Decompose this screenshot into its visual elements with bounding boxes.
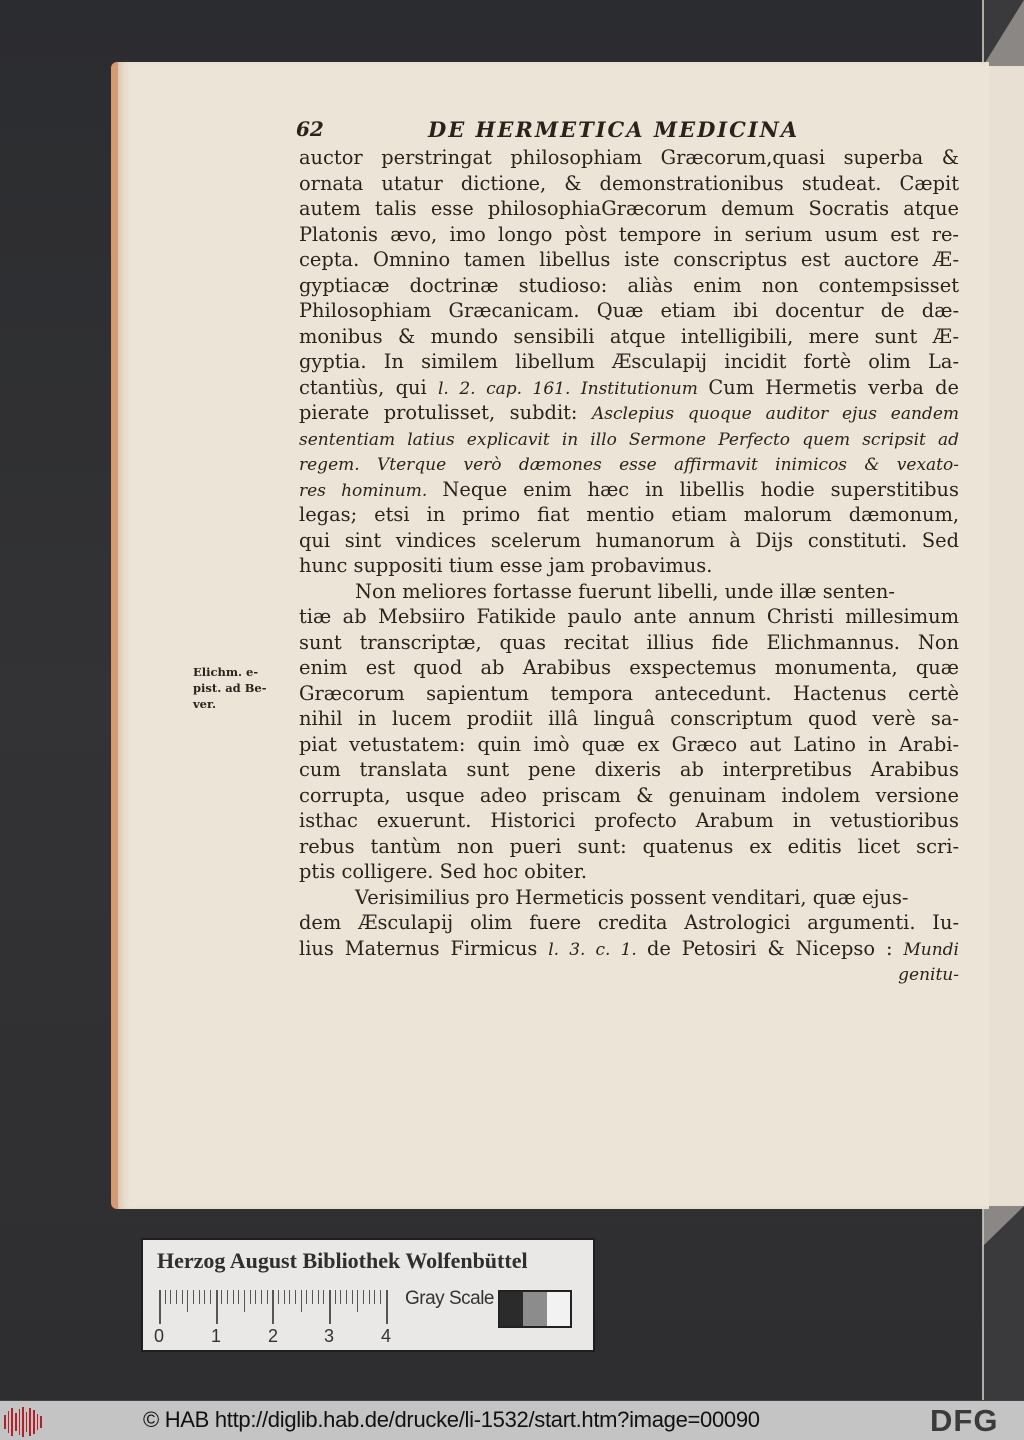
text-run: cum translata sunt pene dixeris ab interpretibus Arabibus [299, 758, 959, 781]
ruler-tick [284, 1290, 285, 1304]
ruler-tick [369, 1290, 370, 1304]
text-line [299, 298, 959, 324]
ruler-tick [312, 1290, 313, 1304]
ruler-tick [170, 1290, 171, 1304]
text-run: Platonis ævo, imo longo pòst tempore in serium usum est re- [299, 222, 959, 246]
ruler-tick [255, 1290, 256, 1304]
ruler-number: 2 [267, 1326, 279, 1346]
ruler-number: 4 [380, 1326, 392, 1346]
text-run: Philosophiam Græcanicam. Quæ etiam ibi docentur de dæ- [299, 299, 959, 322]
italic-citation: res hominum. [299, 480, 443, 501]
ruler-tick [204, 1290, 205, 1304]
text-run: gyptiacæ doctrinæ studioso: aliàs enim non contempsisset [299, 273, 959, 297]
ruler-tick [278, 1290, 279, 1304]
text-line [299, 732, 959, 758]
ruler-tick [238, 1290, 239, 1304]
text-line [299, 885, 959, 911]
ruler-tick [323, 1290, 324, 1304]
italic-citation: l. 3. c. 1. [548, 939, 647, 960]
ruler-tick [346, 1290, 347, 1304]
text-run: dem Æsculapij olim fuere credita Astrologici argumenti. Iu- [299, 911, 959, 934]
text-line [299, 145, 959, 171]
text-run: de Petosiri & Nicepso : [646, 936, 904, 960]
marginal-note-line: Elichm. e- [193, 665, 259, 679]
ruler-tick [295, 1290, 296, 1304]
gray-swatch-dark [500, 1292, 523, 1326]
text-line [299, 630, 959, 656]
italic-citation: Mundi [903, 939, 959, 960]
text-line [299, 936, 959, 962]
text-run: sunt transcriptæ, quas recitat illius fide Elichmannus. Non [299, 630, 959, 654]
text-run: enim est quod ab Arabibus exspectemus monumenta, quæ [299, 656, 959, 679]
text-line [299, 171, 959, 197]
text-run: legas; etsi in primo fiat mentio etiam malorum dæmonum, [299, 503, 959, 526]
text-line [299, 859, 959, 885]
ruler-tick [193, 1290, 194, 1304]
text-run: Græcorum sapientum tempora antecedunt. Hactenus certè [299, 681, 959, 705]
text-run: isthac exuerunt. Historici profecto Arabum in vetustioribus [299, 809, 959, 832]
gray-swatch-mid [523, 1292, 546, 1326]
text-run: Verisimilius pro Hermeticis possent venditari, quæ ejus- [355, 885, 909, 909]
page-header [296, 117, 956, 147]
ruler-tick [182, 1290, 183, 1304]
ruler-tick [329, 1290, 331, 1324]
text-run: cepta. Omnino tamen libellus iste conscriptus est auctore Æ- [299, 248, 959, 271]
ruler-number: 0 [153, 1326, 165, 1346]
ruler-tick [318, 1290, 319, 1304]
text-line [299, 273, 959, 299]
ruler-tick [165, 1290, 166, 1304]
gray-scale-label: Gray Scale [405, 1288, 494, 1309]
text-line [299, 451, 959, 477]
italic-citation: l. 2. cap. 161. Institutionum [437, 378, 709, 399]
text-line [299, 681, 959, 707]
ruler-numbers [151, 1326, 411, 1346]
ruler-scale [159, 1290, 389, 1330]
ruler-number: 1 [210, 1326, 222, 1346]
text-line [299, 349, 959, 375]
italic-citation: genitu- [898, 965, 959, 985]
text-line [299, 477, 959, 503]
text-line [299, 910, 959, 936]
ruler-number: 3 [323, 1326, 335, 1346]
italic-citation: Asclepius quoque auditor ejus eandem [592, 404, 959, 424]
text-line [299, 961, 959, 987]
text-line [299, 553, 959, 579]
dfg-logo: DFG [930, 1403, 999, 1438]
gray-swatch-light [547, 1292, 570, 1326]
text-line [299, 426, 959, 452]
institution-name: Herzog August Bibliothek Wolfenbüttel [157, 1248, 528, 1273]
ruler-tick [227, 1290, 228, 1304]
text-line [299, 783, 959, 809]
text-run: qui sint vindices scelerum humanorum à Dijs constituti. Sed [299, 528, 959, 552]
text-line [299, 222, 959, 248]
text-run: nihil in lucem prodiit illâ linguâ conscriptum quod verè sa- [299, 707, 959, 730]
ruler-tick [363, 1290, 364, 1304]
body-text [299, 145, 959, 987]
text-run: autem talis esse philosophiaGræcorum demum Socratis atque [299, 197, 959, 220]
ruler-tick [210, 1290, 211, 1304]
text-line [299, 655, 959, 681]
ruler-tick [250, 1290, 251, 1304]
text-line [299, 808, 959, 834]
text-run: Non meliores fortasse fuerunt libelli, unde illæ senten- [355, 579, 895, 603]
text-line [299, 247, 959, 273]
ruler-tick [306, 1290, 307, 1304]
marginal-note [193, 664, 273, 712]
text-run: auctor perstringat philosophiam Græcorum,quasi superba & [299, 146, 959, 169]
marginal-note-line: ver. [193, 697, 217, 711]
italic-citation: sententiam latius explicavit in illo Sermone Perfecto quem scripsit ad [299, 429, 959, 450]
text-line [299, 834, 959, 860]
ruler-tick [233, 1290, 234, 1304]
text-line [299, 502, 959, 528]
facing-page-strip [983, 66, 1024, 1206]
ruler-tick [289, 1290, 290, 1304]
text-run: piat vetustatem: quin imò quæ ex Græco aut Latino in Arabi- [299, 732, 959, 756]
text-line [299, 400, 959, 426]
ruler-tick [357, 1290, 358, 1312]
ruler-tick [374, 1290, 375, 1304]
gray-scale-swatches [498, 1290, 572, 1328]
ruler-tick [340, 1290, 341, 1304]
ruler-tick [267, 1290, 268, 1304]
flap-corner-bottom [983, 1206, 1024, 1246]
ruler-tick [216, 1290, 218, 1324]
text-run: ornata utatur dictione, & demonstrationibus studeat. Cæpit [299, 171, 959, 195]
ruler-tick [380, 1290, 381, 1304]
text-line [299, 196, 959, 222]
ruler-tick [199, 1290, 200, 1304]
text-line [299, 757, 959, 783]
ruler-tick [335, 1290, 336, 1304]
text-line [299, 706, 959, 732]
ruler-tick [261, 1290, 262, 1304]
italic-citation: regem. Vterque verò dæmones esse affirmavit inimicos & vexato- [299, 455, 959, 475]
flap-corner-top [983, 0, 1024, 66]
text-line [299, 528, 959, 554]
ruler-tick [176, 1290, 177, 1304]
text-line [299, 604, 959, 630]
ruler-tick [244, 1290, 245, 1312]
ruler-tick [301, 1290, 302, 1312]
text-run: gyptia. In similem libellum Æsculapij incidit fortè olim La- [299, 350, 959, 373]
running-title: DE HERMETICA MEDICINA [428, 117, 800, 142]
copyright-url-text[interactable]: © HAB http://diglib.hab.de/drucke/li-1532/start.htm?image=00090 [143, 1407, 760, 1432]
ruler-tick [386, 1290, 388, 1324]
text-run: lius Maternus Firmicus [299, 936, 549, 960]
facing-page-edge [983, 0, 1024, 1400]
text-run: monibus & mundo sensibili atque intelligibili, mere sunt Æ- [299, 324, 959, 348]
text-run: corrupta, usque adeo priscam & genuinam indolem versione [299, 783, 959, 807]
text-run: tiæ ab Mebsiiro Fatikide paulo ante annum Christi millesimum [299, 605, 959, 628]
text-run: Neque enim hæc in libellis hodie superstitibus [442, 477, 959, 501]
hab-barcode-logo-icon [4, 1407, 42, 1437]
text-run: Cum Hermetis verba de [708, 375, 959, 399]
library-color-chart-label [141, 1238, 595, 1352]
text-line [299, 375, 959, 401]
ruler-tick [272, 1290, 274, 1324]
text-run: hunc suppositi tium esse jam probavimus. [299, 554, 713, 577]
marginal-note-line: pist. ad Be- [193, 681, 267, 695]
ruler-tick [221, 1290, 222, 1304]
page-number: 62 [296, 117, 324, 141]
footer-bar [0, 1400, 1024, 1440]
ruler-tick [352, 1290, 353, 1304]
text-run: ctantiùs, qui [299, 375, 438, 399]
text-run: pierate protulisset, subdit: [299, 401, 593, 424]
text-line [299, 579, 959, 605]
text-run: rebus tantùm non pueri sunt: quatenus ex editis licet scri- [299, 834, 959, 858]
ruler-tick [159, 1290, 161, 1324]
text-run: ptis colligere. Sed hoc obiter. [299, 860, 587, 883]
text-line [299, 324, 959, 350]
ruler-tick [187, 1290, 188, 1312]
